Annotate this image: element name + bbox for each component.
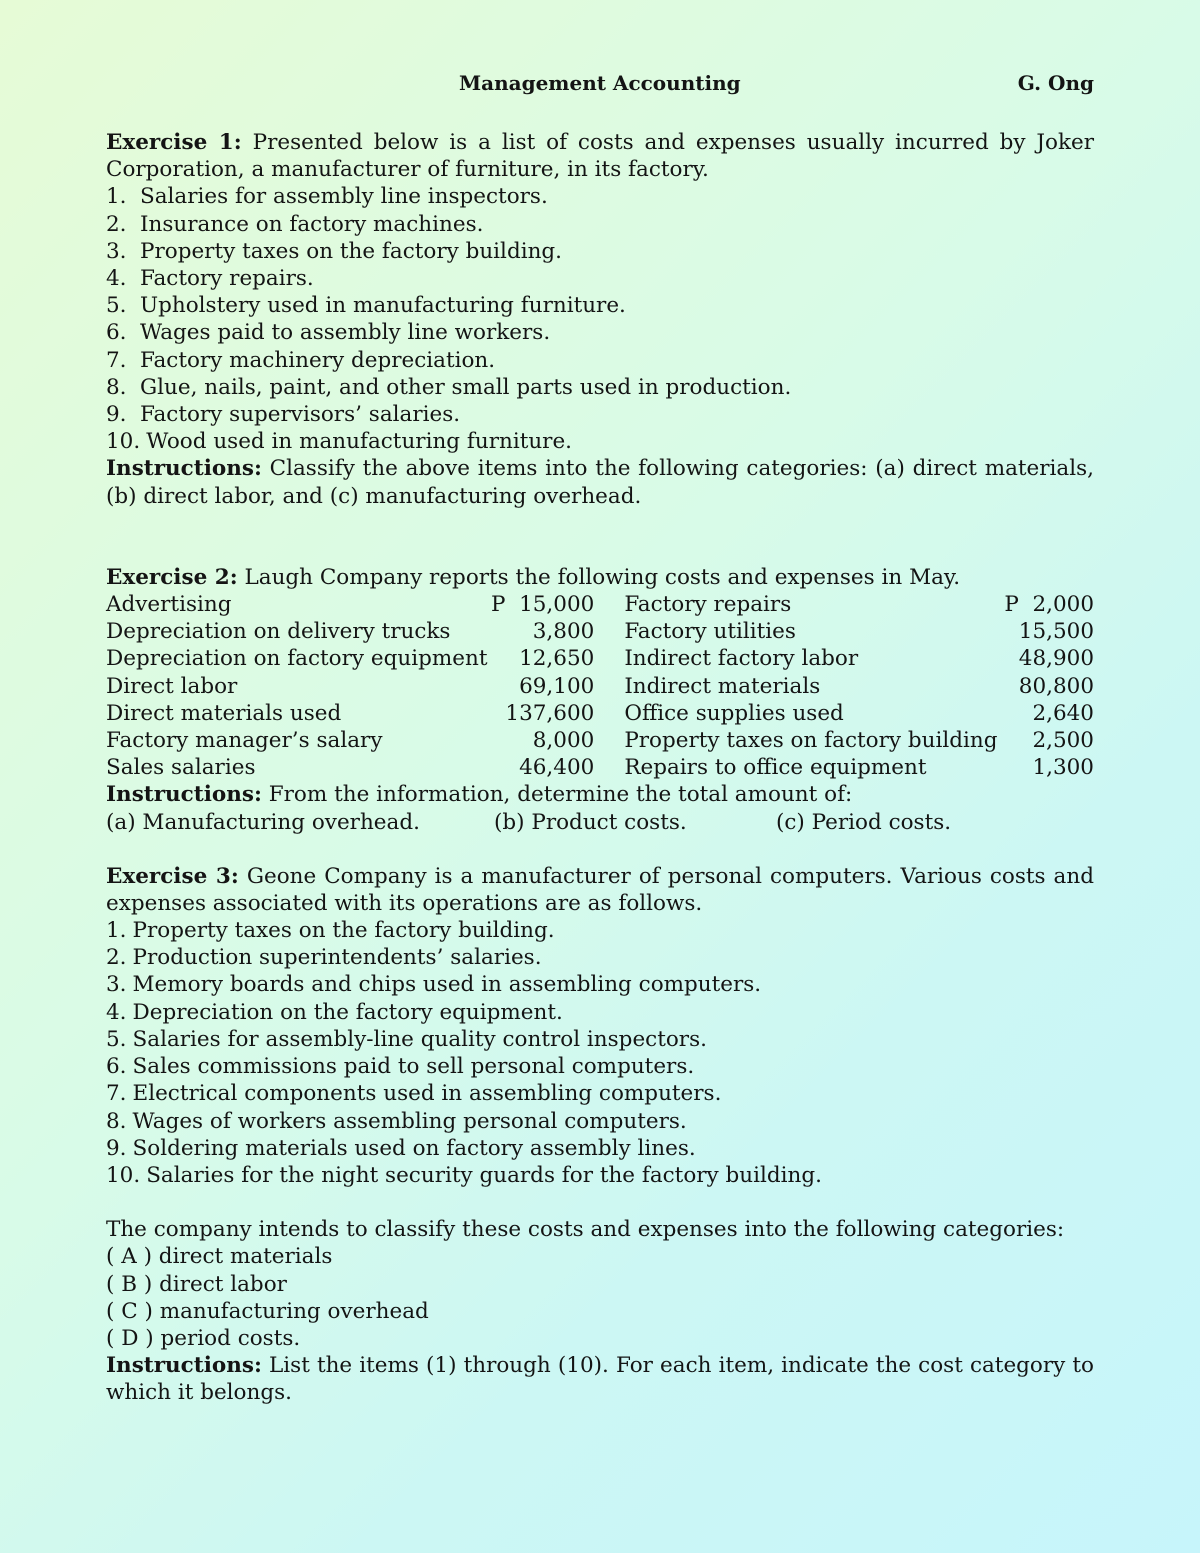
list-item: 7. Factory machinery depreciation.	[106, 347, 496, 373]
exercise-3-list	[106, 917, 1094, 1189]
exercise-1-intro	[106, 129, 1094, 183]
instructions-label: Instructions:	[106, 782, 262, 808]
exercise-1	[106, 129, 1094, 510]
list-item: 10. Wood used in manufacturing furniture.	[106, 429, 573, 455]
instructions-label: Instructions:	[106, 1353, 262, 1379]
exercise-2-instructions	[106, 781, 1094, 808]
list-item: 4. Depreciation on the factory equipment.	[106, 999, 563, 1025]
list-item: 8. Glue, nails, paint, and other small parts used in production.	[106, 374, 792, 400]
part-b: (b) Product costs.	[494, 809, 687, 835]
cost-table	[106, 591, 1094, 781]
list-item: 3. Property taxes on the factory building.	[106, 238, 563, 264]
list-item: 5. Salaries for assembly-line quality control inspectors.	[106, 1026, 707, 1052]
table-row: Direct materials used 137,600 Office supplies used 2,640	[106, 700, 1094, 726]
list-item: 3. Memory boards and chips used in assembling computers.	[106, 972, 762, 998]
list-item: 4. Factory repairs.	[106, 266, 314, 292]
list-item: 1. Salaries for assembly line inspectors.	[106, 184, 548, 210]
category-item: ( C ) manufacturing overhead	[106, 1298, 429, 1324]
table-row: Depreciation on delivery trucks 3,800 Factory utilities 15,500	[106, 619, 1094, 645]
list-item: 9. Factory supervisors’ salaries.	[106, 402, 461, 428]
list-item: 10. Salaries for the night security guards for the factory building.	[106, 1162, 822, 1188]
instructions-text: Classify the above items into the following categories: (a) direct materials, (b) direct labor, and (c) manufacturing overhead.	[106, 456, 1094, 509]
exercise-2-label: Exercise 2:	[106, 564, 238, 590]
exercise-3-label: Exercise 3:	[106, 863, 239, 889]
exercise-3-instructions	[106, 1352, 1094, 1406]
list-item: 2. Insurance on factory machines.	[106, 211, 484, 237]
list-item: 9. Soldering materials used on factory assembly lines.	[106, 1135, 696, 1161]
list-item: 2. Production superintendents’ salaries.	[106, 945, 542, 971]
exercise-1-instructions	[106, 455, 1094, 509]
table-row: Advertising P 15,000 Factory repairs P 2,000	[106, 592, 1094, 618]
category-item: ( D ) period costs.	[106, 1325, 301, 1351]
table-row: Sales salaries 46,400 Repairs to office equipment 1,300	[106, 755, 1094, 781]
exercise-3	[106, 863, 1094, 1407]
exercise-2-parts	[106, 809, 1094, 836]
course-title: Management Accounting	[459, 71, 741, 95]
list-item: 1. Property taxes on the factory building.	[106, 918, 555, 944]
exercise-2-intro-text: Laugh Company reports the following costs and expenses in May.	[237, 564, 961, 590]
list-item: 6. Sales commissions paid to sell personal computers.	[106, 1054, 695, 1080]
author-name: G. Ong	[1017, 71, 1094, 95]
exercise-1-label: Exercise 1:	[106, 130, 242, 155]
list-item: 5. Upholstery used in manufacturing furniture.	[106, 293, 626, 319]
list-item: 6. Wages paid to assembly line workers.	[106, 320, 551, 346]
exercise-2-intro	[106, 564, 1094, 591]
exercise-3-intro	[106, 863, 1094, 917]
category-item: ( A ) direct materials	[106, 1244, 333, 1270]
instructions-text: From the information, determine the total amount of:	[261, 782, 853, 808]
part-a: (a) Manufacturing overhead.	[106, 809, 420, 835]
instructions-label: Instructions:	[106, 456, 262, 482]
category-item: ( B ) direct labor	[106, 1271, 287, 1297]
document-page	[106, 70, 1094, 1407]
list-item: 8. Wages of workers assembling personal computers.	[106, 1108, 687, 1134]
page-header	[106, 70, 1094, 102]
exercise-1-intro-text: Presented below is a list of costs and expenses usually incurred by Joker Corporation, a manufacturer of furniture, in its factory.	[106, 130, 1095, 183]
exercise-1-list	[106, 183, 1094, 455]
instructions-text: List the items (1) through (10). For each item, indicate the cost category to which it belongs.	[106, 1353, 1094, 1406]
categories-intro: The company intends to classify these costs and expenses into the following categories:	[106, 1217, 1065, 1243]
part-c: (c) Period costs.	[776, 809, 952, 835]
table-row: Depreciation on factory equipment 12,650 Indirect factory labor 48,900	[106, 646, 1094, 672]
exercise-3-intro-text: Geone Company is a manufacturer of personal computers. Various costs and expenses associated with its operations are as follows.	[106, 863, 1094, 916]
list-item: 7. Electrical components used in assembling computers.	[106, 1081, 722, 1107]
exercise-2	[106, 564, 1094, 836]
table-row: Direct labor 69,100 Indirect materials 80,800	[106, 673, 1094, 699]
category-list	[106, 1243, 1094, 1352]
table-row: Factory manager’s salary 8,000 Property taxes on factory building 2,500	[106, 728, 1094, 754]
